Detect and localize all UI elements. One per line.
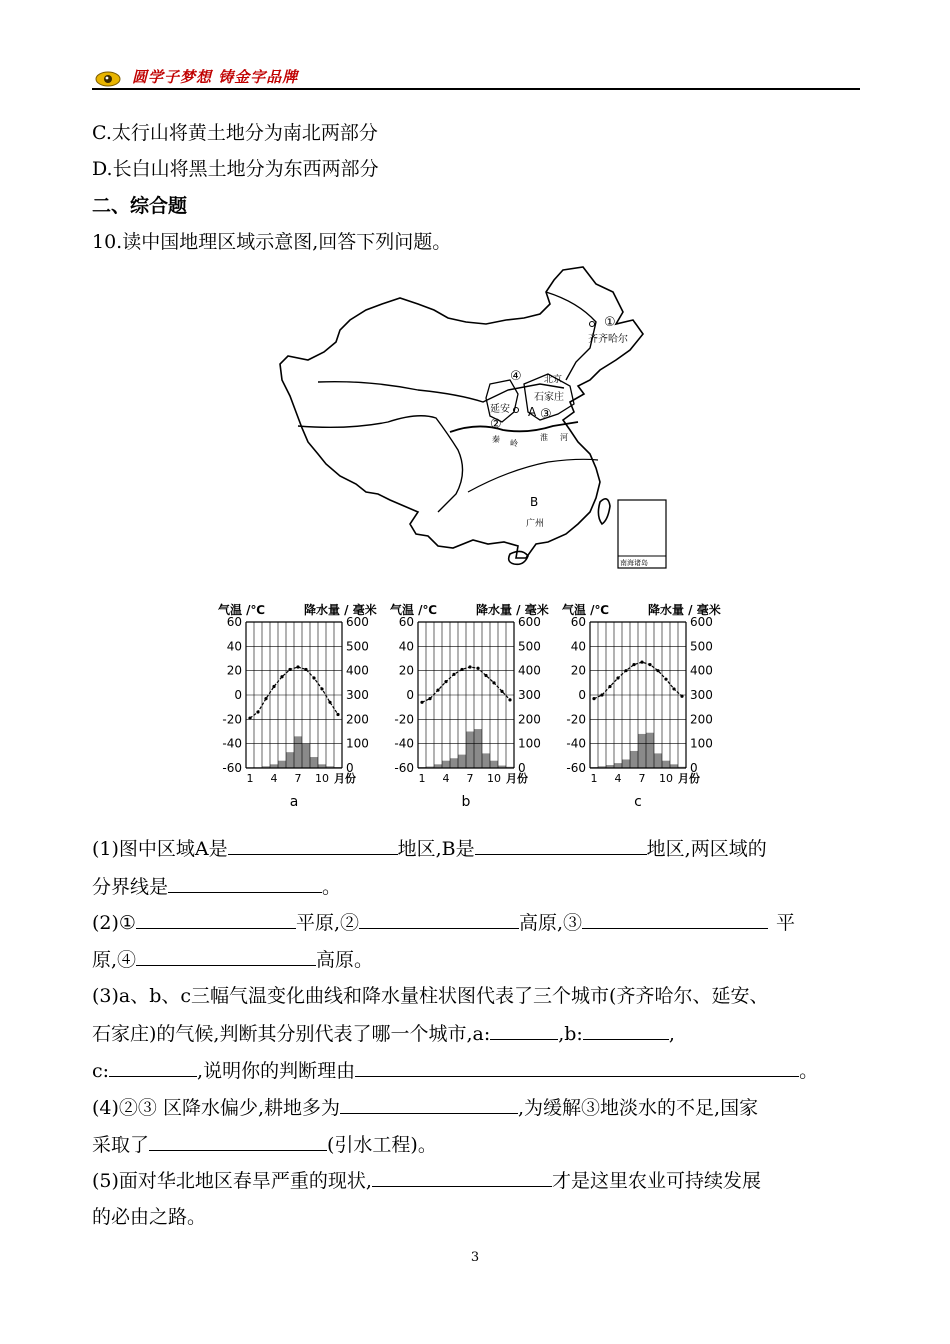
precip-bar xyxy=(294,736,302,768)
temp-tick-label: 60 xyxy=(570,615,586,629)
blank-plain-1[interactable] xyxy=(136,910,296,929)
map-label-huai: 淮 xyxy=(540,433,548,442)
temperature-point xyxy=(264,697,267,700)
precip-bar xyxy=(466,732,474,769)
page-header xyxy=(92,64,860,90)
sub4-text-c: 采取了 xyxy=(92,1134,150,1156)
sub3-text-b: ,b: xyxy=(558,1023,583,1045)
precip-bar xyxy=(482,753,490,768)
temp-tick-label: 40 xyxy=(398,639,414,654)
temperature-point xyxy=(680,695,683,698)
temperature-point xyxy=(436,689,439,692)
precip-tick-label: 400 xyxy=(690,663,713,678)
temp-axis-title: 气温 /℃ xyxy=(218,603,266,617)
precip-tick-label: 600 xyxy=(518,615,541,629)
precip-tick-label: 100 xyxy=(346,736,369,751)
blank-water-project[interactable] xyxy=(149,1132,327,1151)
blank-agriculture[interactable] xyxy=(372,1168,552,1187)
month-tick-label: 7 xyxy=(294,772,302,785)
precip-tick-label: 100 xyxy=(690,736,713,751)
temperature-point xyxy=(288,668,291,671)
sub3-line2 xyxy=(92,1021,675,1046)
temp-tick-label: -20 xyxy=(394,712,414,727)
map-label-yanan: 延安 xyxy=(490,404,510,415)
map-label-num2: ② xyxy=(490,417,502,432)
temperature-point xyxy=(592,697,595,700)
temperature-point xyxy=(640,661,643,664)
month-tick-label: 4 xyxy=(270,772,278,785)
blank-boundary[interactable] xyxy=(168,874,322,893)
precip-bar xyxy=(662,761,670,768)
month-tick-label: 10 xyxy=(487,772,501,785)
sub2-text-b: 平原,② xyxy=(295,912,359,934)
temp-tick-label: 0 xyxy=(578,688,586,702)
temp-tick-label: 40 xyxy=(226,639,242,654)
map-label-shijiazhuang: 石家庄 xyxy=(534,392,564,403)
precip-tick-label: 500 xyxy=(518,639,541,654)
month-tick-label: 10 xyxy=(659,772,673,785)
temp-tick-label: -40 xyxy=(222,736,242,751)
section-title: 二、综合题 xyxy=(92,195,188,217)
temperature-point xyxy=(500,690,503,693)
month-tick-label: 1 xyxy=(590,772,598,785)
sub1-line1 xyxy=(92,836,767,861)
page-number: 3 xyxy=(470,1250,480,1265)
precip-bar xyxy=(458,755,466,768)
temp-tick-label: 0 xyxy=(406,688,414,702)
month-tick-label: 1 xyxy=(418,772,426,785)
sub3-text-d: c: xyxy=(92,1060,110,1082)
temperature-point xyxy=(608,685,611,688)
header-slogan: 圆学子梦想 铸金字品牌 xyxy=(132,68,299,86)
blank-city-a[interactable] xyxy=(490,1021,558,1040)
south-boundary xyxy=(468,459,598,492)
temperature-point xyxy=(616,676,619,679)
sub5-text-b: 才是这里农业可持续发展 xyxy=(551,1170,761,1192)
sub3-line3 xyxy=(92,1058,818,1083)
month-tick-label: 7 xyxy=(638,772,646,785)
temperature-point xyxy=(484,674,487,677)
map-label-qin: 秦 xyxy=(492,435,500,444)
temperature-point xyxy=(248,717,251,720)
sub4-text-a: (4)②③ 区降水偏少,耕地多为 xyxy=(92,1097,340,1119)
precip-tick-label: 0 xyxy=(518,761,526,775)
temp-tick-label: 40 xyxy=(570,639,586,654)
month-tick-label: 1 xyxy=(246,772,254,785)
precip-tick-label: 0 xyxy=(690,761,698,775)
precip-tick-label: 300 xyxy=(690,688,713,702)
temp-axis-title: 气温 /℃ xyxy=(390,603,438,617)
month-axis-title: 月份 xyxy=(506,772,528,785)
precip-bar xyxy=(654,753,662,768)
sub3-text-e: ,说明你的判断理由 xyxy=(197,1060,356,1082)
precip-bar xyxy=(450,758,458,768)
map-label-qiqihar: 齐齐哈尔 xyxy=(588,334,628,345)
temperature-point xyxy=(508,698,511,701)
blank-farmland[interactable] xyxy=(340,1095,518,1114)
temp-tick-label: 60 xyxy=(398,615,414,629)
month-tick-label: 4 xyxy=(614,772,622,785)
temp-tick-label: -40 xyxy=(566,736,586,751)
precip-bar xyxy=(278,761,286,768)
temp-tick-label: 20 xyxy=(226,663,242,678)
temperature-point xyxy=(256,710,259,713)
temperature-point xyxy=(336,713,339,716)
temperature-point xyxy=(492,681,495,684)
south-sea-inset xyxy=(618,500,666,568)
temperature-point xyxy=(328,701,331,704)
temperature-point xyxy=(648,663,651,666)
map-label-beijing: 北京 xyxy=(544,375,563,385)
map-label-ling: 岭 xyxy=(510,439,518,448)
precip-tick-label: 600 xyxy=(690,615,713,629)
sub4-text-b: ,为缓解③地淡水的不足,国家 xyxy=(518,1097,759,1119)
sub2-line1 xyxy=(92,910,795,935)
map-label-num4: ④ xyxy=(510,369,522,384)
map-label-B: B xyxy=(530,495,539,509)
tibet-boundary xyxy=(298,416,463,512)
precip-axis-title: 降水量 / 毫米 xyxy=(304,603,377,617)
temp-tick-label: -20 xyxy=(222,712,242,727)
blank-plateau-2[interactable] xyxy=(359,910,519,929)
precip-bar xyxy=(614,763,622,768)
temperature-point xyxy=(476,667,479,670)
precip-tick-label: 100 xyxy=(518,736,541,751)
map-label-num3: ③ xyxy=(540,407,552,422)
chart-label: b xyxy=(461,794,471,808)
month-tick-label: 10 xyxy=(315,772,329,785)
blank-plain-3[interactable] xyxy=(582,910,768,929)
temp-tick-label: -60 xyxy=(394,761,414,775)
precip-bar xyxy=(490,761,498,768)
precip-bar xyxy=(442,761,450,768)
temp-tick-label: -40 xyxy=(394,736,414,751)
sub2-line2 xyxy=(92,947,373,972)
blank-city-b[interactable] xyxy=(583,1021,669,1040)
sub5-line1 xyxy=(92,1168,761,1193)
blank-region-A[interactable] xyxy=(228,836,398,855)
sub2-text-d: 平 xyxy=(776,912,796,934)
month-tick-label: 7 xyxy=(466,772,474,785)
option-c: C.太行山将黄土地分为南北两部分 xyxy=(92,122,378,144)
precip-bar xyxy=(646,733,654,768)
month-tick-label: 4 xyxy=(442,772,450,785)
precip-bar xyxy=(474,729,482,768)
temperature-point xyxy=(312,676,315,679)
sub2-text-e: 原,④ xyxy=(92,949,137,971)
precip-tick-label: 500 xyxy=(690,639,713,654)
temperature-point xyxy=(664,678,667,681)
sub2-text-a: (2)① xyxy=(92,912,136,934)
precip-bar xyxy=(286,752,294,768)
temperature-point xyxy=(428,697,431,700)
sub3-text-f: 。 xyxy=(799,1060,819,1082)
blank-region-B[interactable] xyxy=(475,836,647,855)
sub2-text-c: 高原,③ xyxy=(519,912,583,934)
sub5-line2: 的必由之路。 xyxy=(92,1206,207,1228)
temp-tick-label: -60 xyxy=(566,761,586,775)
sub4-text-d: (引水工程)。 xyxy=(327,1134,437,1156)
sub1-text-d: 分界线是 xyxy=(92,876,169,898)
temperature-point xyxy=(452,673,455,676)
precip-bar xyxy=(622,759,630,768)
question-stem: 10.读中国地理区域示意图,回答下列问题。 xyxy=(92,231,452,253)
temperature-point xyxy=(600,693,603,696)
sub1-text-a: (1)图中区域A是 xyxy=(92,838,228,860)
temperature-point xyxy=(656,669,659,672)
month-axis-title: 月份 xyxy=(334,772,356,785)
temp-axis-title: 气温 /℃ xyxy=(562,603,610,617)
loess-boundary xyxy=(486,380,518,422)
precip-bar xyxy=(638,734,646,768)
temperature-point xyxy=(672,687,675,690)
china-outline xyxy=(280,267,643,558)
temp-tick-label: 0 xyxy=(234,688,242,702)
blank-city-c[interactable] xyxy=(109,1058,197,1077)
temperature-point xyxy=(468,665,471,668)
sub1-text-b: 地区,B是 xyxy=(397,838,475,860)
qinling-huaihe-line xyxy=(450,422,578,432)
temperature-point xyxy=(420,701,423,704)
logo-icon xyxy=(94,68,124,88)
month-axis-title: 月份 xyxy=(678,772,700,785)
blank-plateau-4[interactable] xyxy=(136,947,316,966)
map-label-A: A xyxy=(528,405,537,419)
map-label-nanhai: 南海诸岛 xyxy=(620,559,648,567)
precip-bar xyxy=(630,751,638,768)
temp-tick-label: -20 xyxy=(566,712,586,727)
precip-tick-label: 500 xyxy=(346,639,369,654)
temperature-point xyxy=(444,680,447,683)
precip-axis-title: 降水量 / 毫米 xyxy=(648,603,721,617)
temp-tick-label: 60 xyxy=(226,615,242,629)
temperature-point xyxy=(272,685,275,688)
chart-label: c xyxy=(634,794,642,808)
map-label-qiqihar-num: ① xyxy=(604,315,616,330)
sub3-text-a: 石家庄)的气候,判断其分别代表了哪一个城市,a: xyxy=(92,1023,491,1045)
precip-tick-label: 600 xyxy=(346,615,369,629)
sub3-text-c: , xyxy=(668,1023,675,1045)
sub1-text-e: 。 xyxy=(322,876,342,898)
sub4-line2 xyxy=(92,1132,437,1157)
sub1-line2 xyxy=(92,874,341,899)
chart-label: a xyxy=(289,794,299,808)
temp-tick-label: 20 xyxy=(570,663,586,678)
precip-tick-label: 400 xyxy=(518,663,541,678)
temperature-point xyxy=(632,663,635,666)
blank-reason[interactable] xyxy=(355,1058,799,1077)
precip-tick-label: 0 xyxy=(346,761,354,775)
precip-tick-label: 200 xyxy=(346,712,369,727)
map-label-guangzhou: 广州 xyxy=(526,519,545,529)
temperature-point xyxy=(280,675,283,678)
temperature-point xyxy=(624,669,627,672)
precip-tick-label: 400 xyxy=(346,663,369,678)
great-wall-boundary xyxy=(318,382,564,402)
temperature-point xyxy=(296,665,299,668)
option-d: D.长白山将黑土地分为东西两部分 xyxy=(92,158,379,180)
precip-bar xyxy=(310,757,318,768)
temperature-point xyxy=(460,668,463,671)
sub2-text-f: 高原。 xyxy=(316,949,374,971)
temperature-point xyxy=(320,687,323,690)
precip-tick-label: 300 xyxy=(518,688,541,702)
precip-tick-label: 200 xyxy=(690,712,713,727)
temp-tick-label: 20 xyxy=(398,663,414,678)
precip-bar xyxy=(302,744,310,768)
climate-charts xyxy=(210,598,730,808)
temp-tick-label: -60 xyxy=(222,761,242,775)
temperature-point xyxy=(304,668,307,671)
sub4-line1 xyxy=(92,1095,758,1120)
precip-tick-label: 200 xyxy=(518,712,541,727)
china-region-map xyxy=(278,262,670,574)
sub3-line1: (3)a、b、c三幅气温变化曲线和降水量柱状图代表了三个城市(齐齐哈尔、延安、 xyxy=(92,985,769,1007)
sub5-text-a: (5)面对华北地区春旱严重的现状, xyxy=(92,1170,372,1192)
map-label-he: 河 xyxy=(560,433,568,442)
taiwan-island xyxy=(598,499,610,524)
header-rule xyxy=(92,88,860,90)
precip-axis-title: 降水量 / 毫米 xyxy=(476,603,549,617)
precip-tick-label: 300 xyxy=(346,688,369,702)
sub1-text-c: 地区,两区域的 xyxy=(646,838,767,860)
